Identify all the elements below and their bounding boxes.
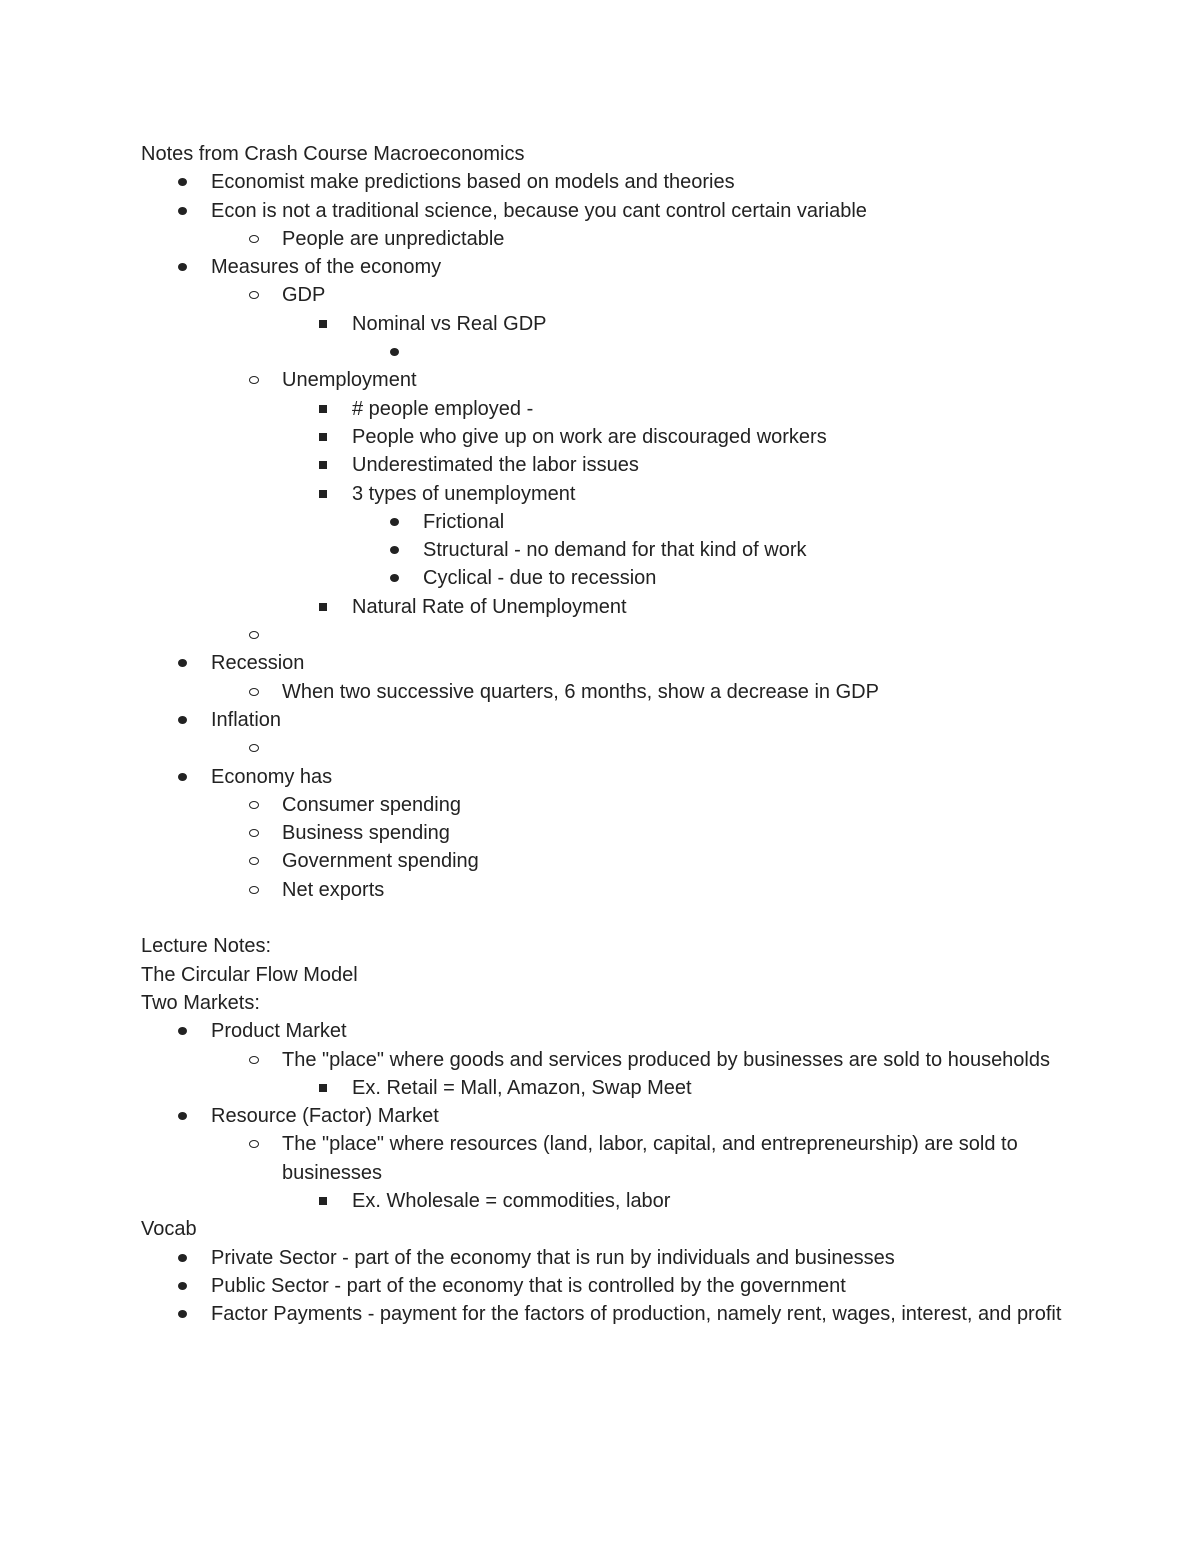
list-item: The "place" where goods and services produced by businesses are sold to households: [141, 1046, 1101, 1074]
bullet-circle-icon: [249, 1056, 259, 1064]
list-item: Resource (Factor) Market: [141, 1102, 1101, 1130]
list-item: Inflation: [141, 706, 1101, 734]
list-item: GDP: [141, 281, 1101, 309]
list-item-empty: [141, 734, 1101, 762]
bullet-circle-icon: [249, 829, 259, 837]
list-item: Product Market: [141, 1017, 1101, 1045]
list-item: Business spending: [141, 819, 1101, 847]
list-item: Economist make predictions based on models and theories: [141, 168, 1101, 196]
list-item: Cyclical - due to recession: [141, 564, 1101, 592]
bullet-circle-icon: [249, 376, 259, 384]
bullet-disc-icon: [390, 348, 399, 356]
bullet-circle-icon: [249, 291, 259, 299]
bullet-disc-icon: [178, 1282, 187, 1290]
list-item: Underestimated the labor issues: [141, 451, 1101, 479]
list-item: Ex. Retail = Mall, Amazon, Swap Meet: [141, 1074, 1101, 1102]
bullet-circle-icon: [249, 801, 259, 809]
list-item: Ex. Wholesale = commodities, labor: [141, 1187, 1101, 1215]
bullet-disc-icon: [178, 1254, 187, 1262]
bullet-disc-icon: [390, 518, 399, 526]
vocab-heading: Vocab: [141, 1218, 197, 1241]
bullet-disc-icon: [178, 263, 187, 271]
bullet-disc-icon: [178, 1310, 187, 1318]
list-item: The "place" where resources (land, labor, capital, and entrepreneurship) are sold to businesses: [141, 1130, 1101, 1187]
list-item: Economy has: [141, 763, 1101, 791]
list-item: Consumer spending: [141, 791, 1101, 819]
list-item: Unemployment: [141, 366, 1101, 394]
bullet-disc-icon: [390, 574, 399, 582]
bullet-disc-icon: [178, 178, 187, 186]
list-item: Nominal vs Real GDP: [141, 310, 1101, 338]
bullet-circle-icon: [249, 1140, 259, 1148]
list-item: When two successive quarters, 6 months, show a decrease in GDP: [141, 678, 1101, 706]
list-item-empty: [141, 621, 1101, 649]
bullet-disc-icon: [178, 716, 187, 724]
bullet-disc-icon: [178, 773, 187, 781]
list-item: Factor Payments - payment for the factors of production, namely rent, wages, interest, and profit: [141, 1300, 1101, 1328]
list-item: # people employed -: [141, 395, 1101, 423]
bullet-square-icon: [319, 320, 327, 328]
bullet-disc-icon: [178, 1027, 187, 1035]
blank-line: [141, 904, 1101, 932]
list-item-empty: [141, 338, 1101, 366]
bullet-circle-icon: [249, 886, 259, 894]
list-item: Net exports: [141, 876, 1101, 904]
list-item: Private Sector - part of the economy that is run by individuals and businesses: [141, 1244, 1101, 1272]
lecture-notes-heading: Lecture Notes:: [141, 935, 272, 958]
circular-flow-heading: The Circular Flow Model: [141, 963, 358, 986]
list-item: Measures of the economy: [141, 253, 1101, 281]
bullet-circle-icon: [249, 857, 259, 865]
list-item: People who give up on work are discouraged workers: [141, 423, 1101, 451]
list-item: Natural Rate of Unemployment: [141, 593, 1101, 621]
two-markets-heading: Two Markets:: [141, 991, 260, 1014]
bullet-square-icon: [319, 433, 327, 441]
bullet-circle-icon: [249, 688, 259, 696]
bullet-square-icon: [319, 490, 327, 498]
bullet-circle-icon: [249, 744, 259, 752]
list-item: Structural - no demand for that kind of work: [141, 536, 1101, 564]
list-item: Recession: [141, 649, 1101, 677]
bullet-circle-icon: [249, 631, 259, 639]
list-item: Econ is not a traditional science, because you cant control certain variable: [141, 197, 1101, 225]
list-item: People are unpredictable: [141, 225, 1101, 253]
list-item: Public Sector - part of the economy that is controlled by the government: [141, 1272, 1101, 1300]
bullet-circle-icon: [249, 235, 259, 243]
document-page: [141, 140, 1101, 1328]
bullet-disc-icon: [178, 659, 187, 667]
bullet-square-icon: [319, 461, 327, 469]
list-item: Government spending: [141, 847, 1101, 875]
list-item: 3 types of unemployment: [141, 480, 1101, 508]
bullet-square-icon: [319, 1084, 327, 1092]
document-title: Notes from Crash Course Macroeconomics: [141, 143, 525, 165]
bullet-disc-icon: [178, 1112, 187, 1120]
bullet-disc-icon: [178, 207, 187, 215]
bullet-disc-icon: [390, 546, 399, 554]
bullet-square-icon: [319, 603, 327, 611]
bullet-square-icon: [319, 1197, 327, 1205]
list-item: Frictional: [141, 508, 1101, 536]
bullet-square-icon: [319, 405, 327, 413]
